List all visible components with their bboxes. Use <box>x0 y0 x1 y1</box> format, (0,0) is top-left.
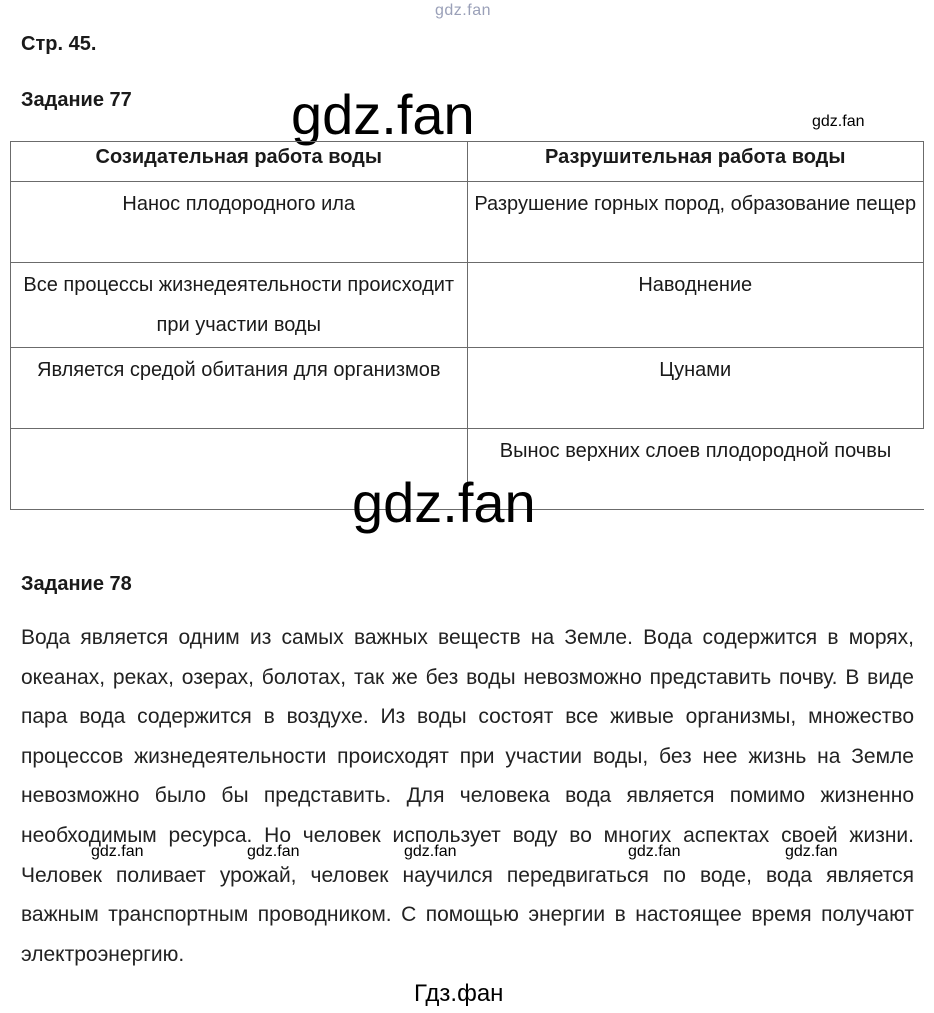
table-row <box>11 263 924 348</box>
header-creative: Созидательная работа воды <box>11 142 468 182</box>
table-cell: Все процессы жизнедеятельности происходит при участии воды <box>11 263 468 348</box>
task-78-text: Вода является одним из самых важных веществ на Земле. Вода содержится в морях, океанах, реках, озерах, болотах, так же без воды невозможно представить почву. В виде пара вода содержится в воздухе. Из воды состоят все живые организмы, множество процессов жизнедеятельности происходят при участии воды, без нее жизнь на Земле невозможно было бы представить. Для человека вода является помимо жизненно необходимым ресурса. Но человек использует воду во многих аспектах своей жизни. Человек поливает урожай, человек научился передвигаться по воде, вода является важным транспортным проводником. С помощью энергии в настоящее время получают электроэнергию. <box>21 626 914 966</box>
table-cell: Нанос плодородного ила <box>11 182 468 263</box>
watermark-top: gdz.fan <box>435 2 491 19</box>
watermark-small: gdz.fan <box>404 843 457 860</box>
table-cell: Наводнение <box>467 263 924 348</box>
task-77-title: Задание 77 <box>21 89 132 111</box>
table-row <box>11 182 924 263</box>
task-78-title: Задание 78 <box>21 573 132 595</box>
watermark-small: gdz.fan <box>785 843 838 860</box>
table-row <box>11 348 924 429</box>
table-cell: Является средой обитания для организмов <box>11 348 468 429</box>
watermark-small: gdz.fan <box>812 113 865 130</box>
table-header-row <box>11 142 924 182</box>
watermark-small: gdz.fan <box>91 843 144 860</box>
watermark-small: gdz.fan <box>628 843 681 860</box>
table-cell: Вынос верхних слоев плодородной почвы <box>467 429 924 510</box>
footer-watermark: Гдз.фан <box>414 980 504 1007</box>
watermark-large: gdz.fan <box>352 471 536 534</box>
table-cell: Цунами <box>467 348 924 429</box>
watermark-small: gdz.fan <box>247 843 300 860</box>
water-work-table <box>10 141 924 510</box>
watermark-large: gdz.fan <box>291 83 475 146</box>
page-number: Стр. 45. <box>21 33 97 55</box>
header-destructive: Разрушительная работа воды <box>467 142 924 182</box>
table-cell: Разрушение горных пород, образование пещер <box>467 182 924 263</box>
